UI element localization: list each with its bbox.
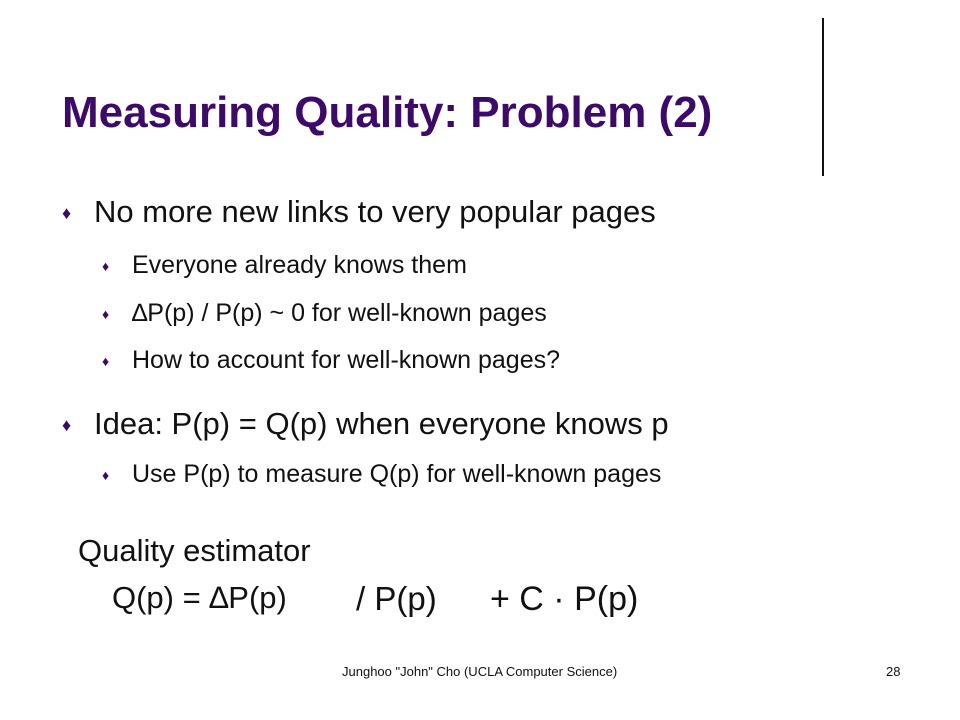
- diamond-bullet-icon: ♦: [102, 306, 110, 322]
- formula-part-3: + C · P(p): [490, 580, 639, 618]
- bullet-item: [62, 406, 669, 442]
- slide-title: Measuring Quality: Problem (2): [62, 88, 713, 137]
- formula-part-1: Q(p) = ∆P(p): [112, 580, 287, 615]
- vertical-divider-line: [822, 18, 824, 176]
- bullet-text: Idea: P(p) = Q(p) when everyone knows p: [94, 406, 669, 441]
- sub-bullet-item: [102, 299, 547, 328]
- diamond-bullet-icon: ♦: [62, 415, 72, 435]
- bullet-text: No more new links to very popular pages: [94, 194, 656, 229]
- sub-bullet-text: ∆P(p) / P(p) ~ 0 for well-known pages: [132, 299, 547, 327]
- bullet-item: [62, 194, 656, 230]
- sub-bullet-text: Everyone already knows them: [132, 251, 467, 279]
- footer-credit: Junghoo "John" Cho (UCLA Computer Science): [342, 664, 618, 679]
- sub-bullet-text: How to account for well-known pages?: [132, 346, 561, 374]
- diamond-bullet-icon: ♦: [102, 258, 110, 274]
- diamond-bullet-icon: ♦: [102, 353, 110, 369]
- diamond-bullet-icon: ♦: [62, 203, 72, 223]
- formula-part-2: / P(p): [356, 580, 437, 617]
- page-number: 28: [886, 664, 901, 679]
- diamond-bullet-icon: ♦: [102, 467, 110, 483]
- sub-bullet-item: [102, 251, 467, 280]
- sub-bullet-item: [102, 346, 560, 375]
- sub-bullet-item: [102, 460, 661, 489]
- sub-bullet-text: Use P(p) to measure Q(p) for well-known pages: [132, 460, 662, 488]
- quality-estimator-label: Quality estimator: [78, 533, 311, 568]
